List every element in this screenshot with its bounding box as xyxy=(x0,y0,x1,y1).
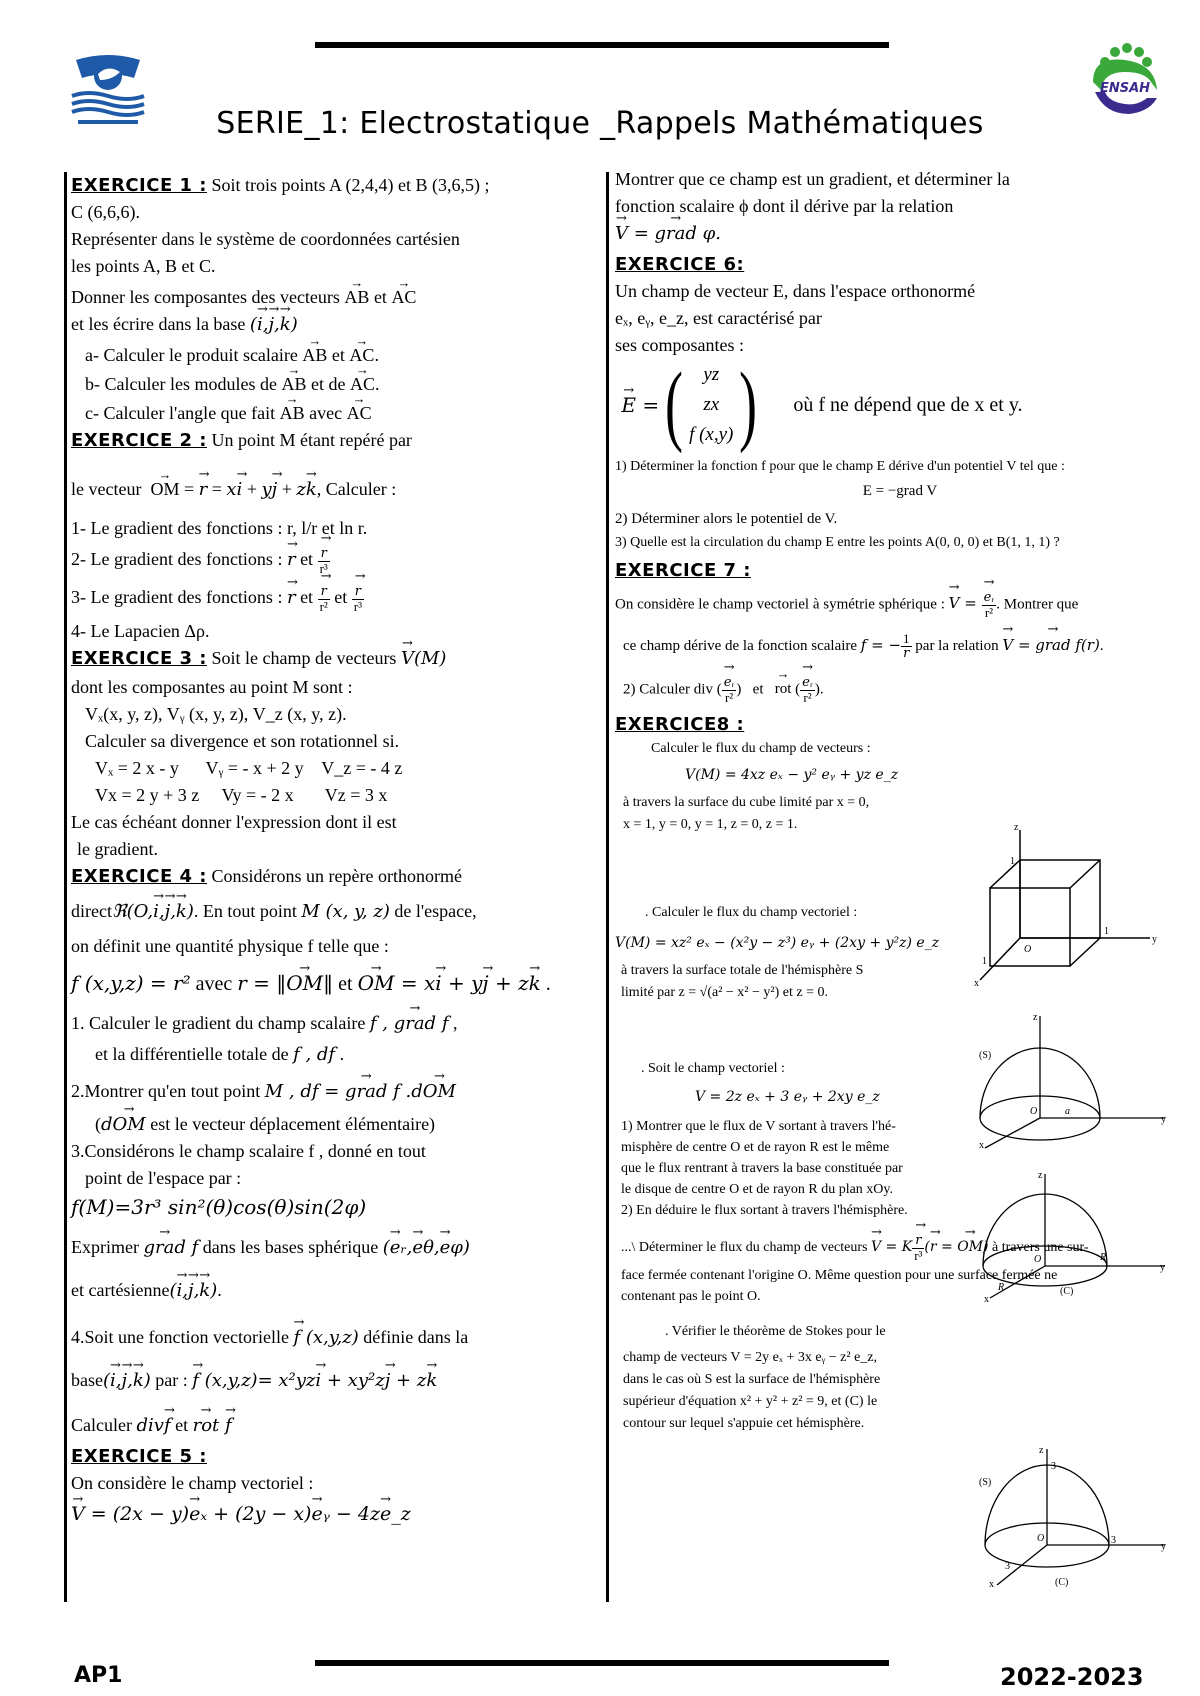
ex2-item3: 3- Le gradient des fonctions : → r et → $\frac{r}{\text{r²}}$ et → $\frac{r}{\text{r³}}$ xyxy=(71,584,601,614)
ex2-line2: le vecteur → OM = → r = x→ i + y→ j + z→ k, Calculer : xyxy=(71,476,601,503)
ex6-matrix-line: → E = ( yz zx f (x,y) ) où f ne dépend que de x et y. xyxy=(615,359,1185,451)
ex5-field: → V = (2x − y)→ eₓ + (2y − x)→ eᵧ − 4z→ e_z xyxy=(71,1501,601,1528)
ex6-line1: Un champ de vecteur E, dans l'espace orthonormé xyxy=(615,281,976,301)
cube-origin-label: O xyxy=(1024,944,1032,955)
ex4-formula-f: f (x,y,z) = r² avec r = ‖→ OM‖ et → OM = x→ i + y→ j + z→ k . xyxy=(71,970,601,998)
ex5-line3: fonction scalaire ϕ dont il dérive par la relation xyxy=(615,196,954,216)
ex4-q3c: Exprimer → grad f dans les bases sphérique (→ eᵣ,→ eθ,→ eφ) xyxy=(71,1234,601,1261)
exercise-6-heading: EXERCICE 6: xyxy=(615,254,745,275)
hemi3-surface-label: (S) xyxy=(979,1477,992,1488)
ex1-line3: Représenter dans le système de coordonnées cartésien xyxy=(71,229,460,249)
hemi3-contour-label: (C) xyxy=(1055,1577,1069,1588)
cube-z-label: z xyxy=(1014,822,1019,833)
ex8-part4: ...\ Déterminer le flux du champ de vecteurs → V = K → $\frac{r}{\text{r³}}$ (→ r = → OM) à travers une sur- face fermée contenant l'origine O. Même question pour une surface fermée ne contenant pas le point O. xyxy=(615,1233,1185,1307)
footer-course: AP1 xyxy=(74,1663,123,1688)
cube-x-one: 1 xyxy=(982,956,987,967)
ex4-q1: 1. Calculer le gradient du champ scalaire f , → grad f , xyxy=(71,1010,601,1037)
hemi2-radius-y-label: R xyxy=(1100,1252,1107,1263)
ex2-item2: 2- Le gradient des fonctions : → r et → $\frac{r}{\text{r³}}$ xyxy=(71,546,601,576)
ex1-line4: les points A, B et C. xyxy=(71,256,216,276)
hemi3-x-label: x xyxy=(989,1579,994,1590)
hemisphere-1-figure xyxy=(965,1010,1170,1150)
ex1-a: a- Calculer le produit scalaire → AB et → AC. xyxy=(71,342,601,369)
ex3-line5: Vₓ = 2 x - y Vᵧ = - x + 2 y V_z = - 4 z xyxy=(95,758,403,778)
page-title: SERIE_1: Electrostatique _Rappels Mathématiques xyxy=(216,106,984,141)
ex3-line1: EXERCICE 3 : Soit le champ de vecteurs → V(M) xyxy=(71,645,601,672)
ex3-line7: Le cas échéant donner l'expression dont il est xyxy=(71,812,397,832)
ex4-q3e: et cartésienne(→ i,→ j,→ k). xyxy=(71,1277,601,1304)
hemi2-contour-label: (C) xyxy=(1060,1286,1074,1297)
ex4-q1b: et la différentielle totale de f , df . xyxy=(95,1044,345,1065)
ex8-p4-line1: ...\ Déterminer le flux du champ de vecteurs → V = K → $\frac{r}{\text{r³}}$ (→ r = → OM) à travers une sur- xyxy=(615,1233,1185,1263)
hemi1-y-label: y xyxy=(1161,1114,1166,1125)
hemi1-surface-label: (S) xyxy=(979,1050,992,1061)
bottom-rule xyxy=(315,1660,889,1666)
cube-x-label: x xyxy=(974,978,979,989)
ex6-q1b: E = −grad V xyxy=(862,483,938,499)
hemi2-z-label: z xyxy=(1038,1170,1043,1181)
exercise-1-heading: EXERCICE 1 : xyxy=(71,175,207,196)
hemi3-z-label: z xyxy=(1039,1445,1044,1456)
hemi1-x-label: x xyxy=(979,1140,984,1150)
ex5-line1: On considère le champ vectoriel : xyxy=(71,1473,314,1493)
ex1-b: b- Calculer les modules de → AB et de → AC. xyxy=(71,371,601,398)
ex2-line1: EXERCICE 2 : Un point M étant repéré par xyxy=(71,430,412,451)
ex1-line1: EXERCICE 1 : Soit trois points A (2,4,4) et B (3,6,5) ; xyxy=(71,175,490,196)
ex4-q4e: Calculer div→ f et → rot → f xyxy=(71,1412,601,1439)
hemi3-y-three: 3 xyxy=(1111,1535,1116,1546)
ex6-q1: 1) Déterminer la fonction f pour que le champ E dérive d'un potentiel V tel que : xyxy=(615,459,1065,474)
ex4-line3: on définit une quantité physique f telle que : xyxy=(71,936,389,956)
ex8-part1: Calculer le flux du champ de vecteurs : V(M) = 4xz eₓ − y² eᵧ + yz e_z à travers la surface du cube limité par x = 0, x = 1, y = 0, y = 1, z = 0, z = 1. xyxy=(623,741,899,832)
ex6-line3: ses composantes : xyxy=(615,335,744,355)
exercise-4-heading: EXERCICE 4 : xyxy=(71,866,207,887)
ex3-line2: dont les composantes au point M sont : xyxy=(71,677,353,697)
hemisphere-2-figure xyxy=(970,1170,1170,1310)
ex7-line1: On considère le champ vectoriel à symétrie sphérique : → V = → $\frac{\text{eᵣ}}{\text{r²}}$ . Montrer que xyxy=(615,590,1185,620)
ex4-line1: EXERCICE 4 : Considérons un repère orthonormé xyxy=(71,866,462,887)
hemi1-radius-label: a xyxy=(1065,1106,1070,1117)
ex2-item1: 1- Le gradient des fonctions : r, l/r et ln r. xyxy=(71,518,368,538)
ex7-heading-line xyxy=(615,557,1185,584)
ex1-c: c- Calculer l'angle que fait → AB avec → AC xyxy=(71,400,601,427)
ex1-line2: C (6,6,6). xyxy=(71,202,140,222)
ex6-q2: 2) Déterminer alors le potentiel de V. xyxy=(615,511,838,527)
cube-y-one: 1 xyxy=(1104,926,1109,937)
exercise-2-heading: EXERCICE 2 : xyxy=(71,430,207,451)
ex8-heading-line xyxy=(615,711,1185,738)
hemi3-y-label: y xyxy=(1161,1541,1166,1552)
ex8-part3: . Soit le champ vectoriel : V = 2z eₓ + 3 eᵧ + 2xy e_z 1) Montrer que le flux de V sortant à travers l'hé- misphère de centre O et de rayon R est le même que le flux rentrant à travers la base constituée par le disque de centre O et de rayon R du plan xOy. 2) En déduire le flux sortant à travers l'hémisphère. xyxy=(621,1061,908,1218)
ex6-q3: 3) Quelle est la circulation du champ E entre les points A(0, 0, 0) et B(1, 1, 1) ? xyxy=(615,535,1060,550)
exercise-5-heading: EXERCICE 5 : xyxy=(71,1446,207,1467)
ex4-q3b: point de l'espace par : xyxy=(85,1168,242,1188)
hemi2-y-label: y xyxy=(1160,1262,1165,1273)
ex5-line2: Montrer que ce champ est un gradient, et déterminer la xyxy=(615,169,1010,189)
exercise-3-heading: EXERCICE 3 : xyxy=(71,648,207,669)
cube-y-label: y xyxy=(1152,934,1157,945)
ex3-line6: Vx = 2 y + 3 z Vy = - 2 x Vz = 3 x xyxy=(95,785,388,805)
ex2-item4: 4- Le Lapacien Δρ. xyxy=(71,621,210,641)
ex8-part5: . Vérifier le théorème de Stokes pour le champ de vecteurs V = 2y eₓ + 3x eᵧ − z² e_z, dans le cas où S est la surface de l'hémisphère supérieur d'équation x² + y² + z² = 9, et (C) le contour sur lequel s'appuie cet hémisphère. xyxy=(623,1324,886,1431)
ex3-line4: Calculer sa divergence et son rotationnel si. xyxy=(85,731,400,751)
ex8-part2: . Calculer le flux du champ vectoriel : V(M) = xz² eₓ − (x²y − z³) eᵧ + (2xy + y²z) e_z à travers la surface totale de l'hémisphère S limité par z = √(a² − x² − y²) et z = 0. xyxy=(615,905,940,1000)
cube-figure xyxy=(960,820,1160,990)
ex5-relation: → V = → grad φ. xyxy=(615,220,1185,247)
left-column xyxy=(64,172,601,1602)
hemi1-origin-label: O xyxy=(1030,1106,1038,1117)
ex3-line8: le gradient. xyxy=(77,839,158,859)
hemi3-x-three: 3 xyxy=(1005,1561,1010,1572)
ex4-q4c: base(→ i,→ j,→ k) par : → f (x,y,z)= x²yz→ i + xy²z→ j + z→ k xyxy=(71,1367,601,1394)
ex4-line2: directℜ(O,→ i,→ j,→ k). En tout point M (x, y, z) de l'espace, xyxy=(71,898,601,925)
ex6-heading-line xyxy=(615,251,1185,278)
ex6-matrix: ( yz zx f (x,y) ) xyxy=(665,355,758,454)
svg-text:ENSAH: ENSAH xyxy=(1099,81,1151,96)
hemi2-origin-label: O xyxy=(1034,1254,1042,1265)
top-rule xyxy=(315,42,889,48)
ex3-line3: Vₓ(x, y, z), Vᵧ (x, y, z), V_z (x, y, z). xyxy=(85,704,347,724)
ex5-heading-line xyxy=(71,1443,601,1470)
hemi1-z-label: z xyxy=(1033,1012,1038,1023)
hemi2-x-label: x xyxy=(984,1294,989,1305)
ex4-q2b: (d→ OM est le vecteur déplacement élémentaire) xyxy=(71,1111,601,1138)
ex4-q3: 3.Considérons le champ scalaire f , donné en tout xyxy=(71,1141,426,1161)
ex1-line6: et les écrire dans la base (→ i,→ j,→ k) xyxy=(71,311,601,338)
hemi3-origin-label: O xyxy=(1037,1533,1045,1544)
exercise-8-heading: EXERCICE8 : xyxy=(615,714,745,735)
ex6-line2: eₓ, eᵧ, e_z, est caractérisé par xyxy=(615,308,822,328)
ex4-formula-fm: f(M)=3r³ sin²(θ)cos(θ)sin(2φ) xyxy=(71,1195,367,1219)
footer-year: 2022-2023 xyxy=(1000,1663,1144,1691)
ex1-line5: Donner les composantes des vecteurs → AB et → AC xyxy=(71,284,601,311)
cube-z-one: 1 xyxy=(1010,856,1015,867)
exercise-7-heading: EXERCICE 7 : xyxy=(615,560,751,581)
hemisphere-3-figure xyxy=(975,1445,1170,1595)
ex7-q2: 2) Calculer div ( → $\frac{\text{eᵣ}}{\text{r²}}$ ) et → rot ( → $\frac{\text{eᵣ}}{\text{r²}}$ ). xyxy=(615,675,1185,705)
ex7-line2: ce champ dérive de la fonction scalaire f = − $\frac{1}{r}$ par la relation → V = → grad f(r). xyxy=(615,632,1185,661)
ex4-q2: 2.Montrer qu'en tout point M , df = → grad f .d→ OM xyxy=(71,1078,601,1105)
ex4-q4: 4.Soit une fonction vectorielle → f (x,y,z) définie dans la xyxy=(71,1324,601,1351)
hemi2-radius-x-label: R xyxy=(998,1282,1005,1293)
hemi3-z-three: 3 xyxy=(1051,1461,1056,1472)
